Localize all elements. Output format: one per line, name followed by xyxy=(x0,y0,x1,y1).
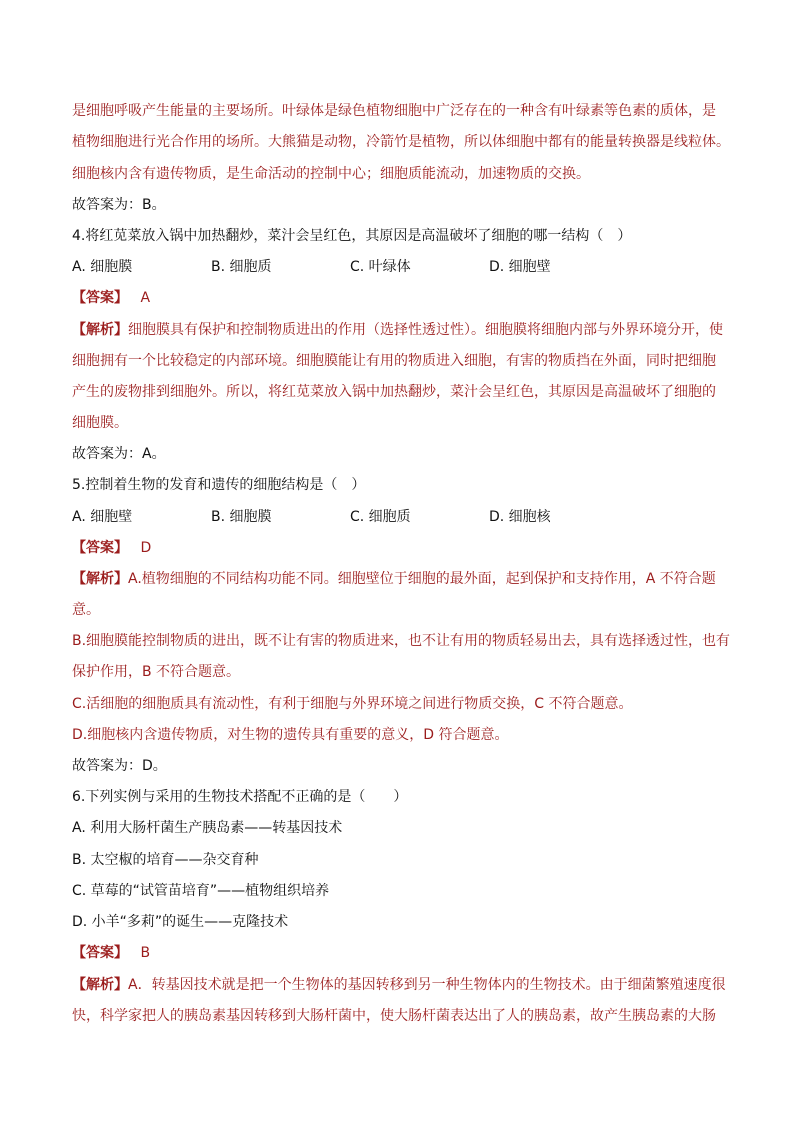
analysis-text: 保护作用，B 不符合题意。 xyxy=(72,664,241,680)
analysis-text: A.植物细胞的不同结构功能不同。细胞壁位于细胞的最外面，起到保护和支持作用，A 不符合题 xyxy=(128,571,716,587)
answer-conclusion: 故答案为：A。 xyxy=(72,446,166,462)
answer-conclusion: 故答案为：B。 xyxy=(72,197,166,213)
analysis-text: 意。 xyxy=(72,602,100,618)
analysis-text: A．转基因技术就是把一个生物体的基因转移到另一种生物体内的生物技术。由于细菌繁殖速度很 xyxy=(128,977,726,993)
analysis-text: 细胞拥有一个比较稳定的内部环境。细胞膜能让有用的物质进入细胞，有害的物质挡在外面，同时把细胞 xyxy=(72,353,716,369)
text-line: 植物细胞进行光合作用的场所。大熊猫是动物，冷箭竹是植物，所以体细胞中都有的能量转换器是线粒体。 xyxy=(72,134,730,150)
q6-answer xyxy=(72,943,732,963)
analysis-text: 产生的废物排到细胞外。所以，将红苋菜放入锅中加热翻炒，菜汁会呈红色，其原因是高温破坏了细胞的 xyxy=(72,384,716,400)
analysis-tag: 【解析】 xyxy=(72,571,128,587)
question-5-stem: 5.控制着生物的发育和遗传的细胞结构是（ ） xyxy=(72,477,366,493)
analysis-tag: 【解析】 xyxy=(72,977,128,993)
q5-analysis xyxy=(72,569,732,589)
answer-value: A xyxy=(140,290,151,306)
q5-option-b: B. 细胞膜 xyxy=(211,509,272,525)
question-4-stem: 4.将红苋菜放入锅中加热翻炒，菜汁会呈红色，其原因是高温破坏了细胞的哪一结构（ ） xyxy=(72,228,632,244)
analysis-text: C.活细胞的细胞质具有流动性，有利于细胞与外界环境之间进行物质交换，C 不符合题意。 xyxy=(72,696,633,712)
q4-analysis xyxy=(72,320,732,340)
q4-option-a: A. 细胞膜 xyxy=(72,259,133,275)
answer-value: B xyxy=(140,945,151,961)
q5-answer xyxy=(72,538,732,558)
analysis-text: B.细胞膜能控制物质的进出，既不让有害的物质进来，也不让有用的物质轻易出去，具有选择透过性，也有 xyxy=(72,633,731,649)
text-line: 细胞核内含有遗传物质，是生命活动的控制中心；细胞质能流动，加速物质的交换。 xyxy=(72,166,590,182)
q4-option-d: D. 细胞壁 xyxy=(489,259,551,275)
q5-option-c: C. 细胞质 xyxy=(350,509,411,525)
q6-option-a: A. 利用大肠杆菌生产胰岛素——转基因技术 xyxy=(72,820,343,836)
q6-option-c: C. 草莓的“试管苗培育”——植物组织培养 xyxy=(72,883,330,899)
text-line: 是细胞呼吸产生能量的主要场所。叶绿体是绿色植物细胞中广泛存在的一种含有叶绿素等色素的质体，是 xyxy=(72,103,716,119)
answer-tag: 【答案】 xyxy=(72,540,128,556)
q5-option-a: A. 细胞壁 xyxy=(72,509,133,525)
q4-answer xyxy=(72,288,732,308)
q4-option-b: B. 细胞质 xyxy=(211,259,272,275)
q6-option-b: B. 太空椒的培育——杂交育种 xyxy=(72,852,259,868)
q6-analysis xyxy=(72,975,732,995)
answer-tag: 【答案】 xyxy=(72,290,128,306)
analysis-tag: 【解析】 xyxy=(72,322,128,338)
question-6-stem: 6.下列实例与采用的生物技术搭配不正确的是（ ） xyxy=(72,789,408,805)
q6-option-d: D. 小羊“多莉”的诞生——克隆技术 xyxy=(72,914,289,930)
analysis-text: 细胞膜具有保护和控制物质进出的作用（选择性透过性）。细胞膜将细胞内部与外界环境分开，使 xyxy=(128,322,723,338)
answer-value: D xyxy=(140,540,152,556)
q5-option-d: D. 细胞核 xyxy=(489,509,551,525)
answer-tag: 【答案】 xyxy=(72,945,128,961)
answer-conclusion: 故答案为：D。 xyxy=(72,758,167,774)
analysis-text: D.细胞核内含遗传物质，对生物的遗传具有重要的意义，D 符合题意。 xyxy=(72,727,509,743)
q4-option-c: C. 叶绿体 xyxy=(350,259,411,275)
analysis-text: 细胞膜。 xyxy=(72,415,128,431)
analysis-text: 快，科学家把人的胰岛素基因转移到大肠杆菌中，使大肠杆菌表达出了人的胰岛素，故产生胰岛素的大肠 xyxy=(72,1008,716,1024)
